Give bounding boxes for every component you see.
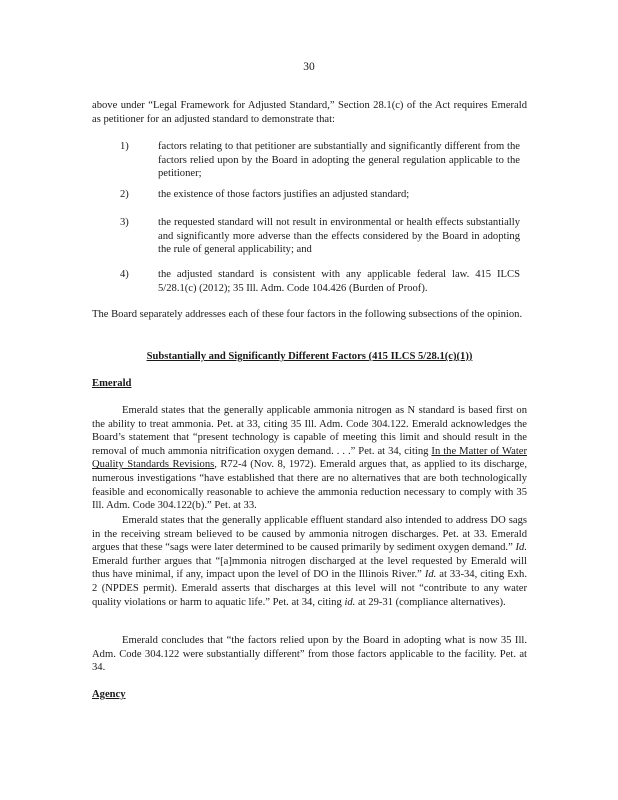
emerald-paragraph-1: Emerald states that the generally applicable ammonia nitrogen as N standard is based first on the ability to treat ammonia. Pet. at 33, citing 35 Ill. Adm. Code 304.122. Emerald acknowledges the Board’s statement that “present technology is capable of meeting this limit and should result in the removal of much ammonia nitrification oxygen demand. . . .” Pet. at 34, citing In the Matter of Water Quality Standards Revisions, R72-4 (Nov. 8, 1972). Emerald argues that, as applied to its discharge, numerous investigations “have established that there are no alternatives that are both technologically feasible and economically reasonable to achieve the ammonia reduction necessary to comply with 35 Ill. Adm. Code 304.122(b).” Pet. at 33. (92, 405, 527, 512)
factor-text: the adjusted standard is consistent with any applicable federal law. 415 ILCS 5/28.1(c) (2012); 35 Ill. Adm. Code 104.426 (Burden of Proof). (158, 269, 520, 294)
intro-paragraph: above under “Legal Framework for Adjusted Standard,” Section 28.1(c) of the Act requires Emerald as petitioner for an adjusted standard to demonstrate that: (92, 100, 527, 125)
factor-text: factors relating to that petitioner are substantially and significantly different from the factors relied upon by the Board in adopting the general regulation applicable to the petitioner; (158, 141, 520, 180)
factor-text: the requested standard will not result in environmental or health effects substantially and significantly more adverse than the effects considered by the Board in adopting the rule of general applicability; and (158, 217, 520, 256)
emerald-heading: Emerald (92, 378, 132, 389)
factor-number: 2) (120, 189, 129, 200)
emerald-paragraph-2: Emerald states that the generally applicable effluent standard also intended to address DO sags in the receiving stream believed to be caused by ammonia nitrogen discharges. Pet. at 33. Emerald argues that these “sags were later determined to be caused primarily by sediment oxygen demand.” Id. Emerald further argues that “[a]mmonia nitrogen discharged at the level requested by Emerald will thus have minimal, if any, impact upon the level of DO in the Illinois River.” Id. at 33-34, citing Exh. 2 (NPDES permit). Emerald asserts that discharges at this level will not “contribute to any water quality violations or harm to aquatic life.” Pet. at 34, citing id. at 29-31 (compliance alternatives). (92, 515, 527, 608)
factor-number: 3) (120, 217, 129, 228)
case-citation: In the Matter of Water Quality Standards Revisions (92, 445, 527, 471)
factor-number: 1) (120, 141, 129, 152)
factor-number: 4) (120, 269, 129, 280)
section-heading: Substantially and Significantly Different Factors (415 ILCS 5/28.1(c)(1)) (146, 351, 473, 362)
factor-text: the existence of those factors justifies an adjusted standard; (158, 189, 410, 200)
page-number: 30 (303, 61, 315, 73)
agency-heading: Agency (92, 689, 126, 700)
board-paragraph: The Board separately addresses each of these four factors in the following subsections of the opinion. (92, 309, 523, 320)
emerald-paragraph-3: Emerald concludes that “the factors relied upon by the Board in adopting what is now 35 Ill. Adm. Code 304.122 were substantially different” from those factors applicable to the facility. Pet. at 34. (92, 635, 527, 674)
